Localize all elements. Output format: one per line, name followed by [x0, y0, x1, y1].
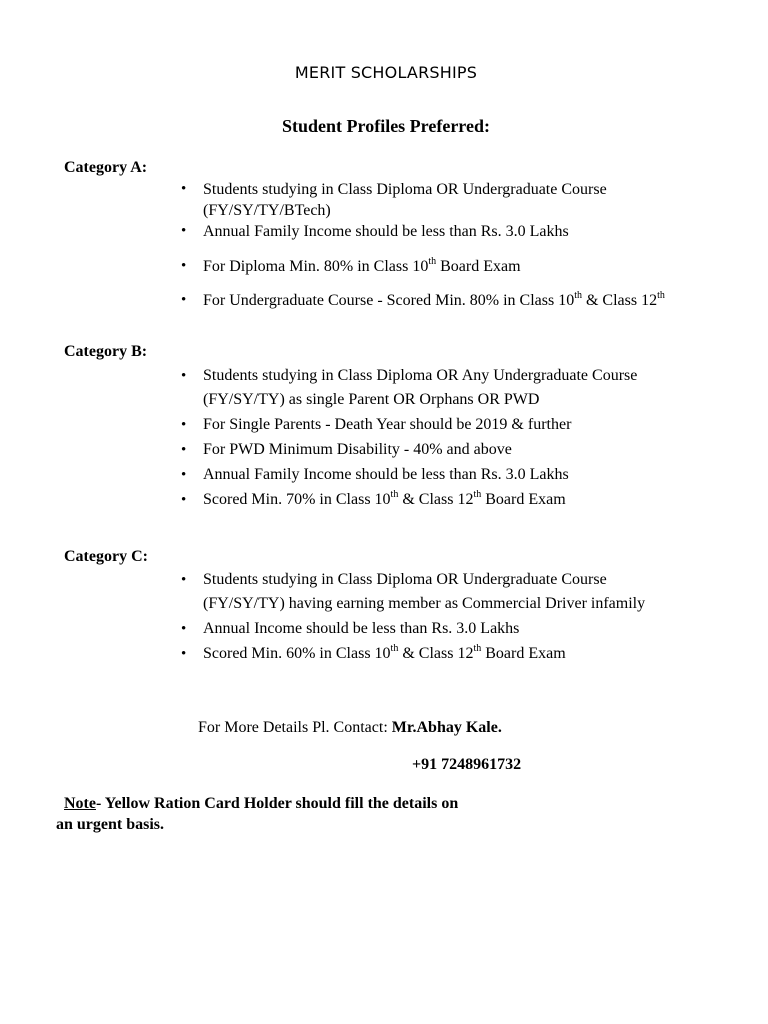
contact-name: Mr.Abhay Kale. — [391, 719, 502, 736]
category-a-label: Category A: — [64, 159, 148, 176]
page-subtitle: Student Profiles Preferred: — [282, 116, 490, 136]
category-c-list — [203, 568, 645, 666]
list-item: • Annual Family Income should be less than Rs. 3.0 Lakhs — [203, 221, 665, 242]
list-item: • Scored Min. 60% in Class 10th & Class 12th Board Exam — [203, 642, 645, 666]
note-text-line1: - Yellow Ration Card Holder should fill the details on — [95, 795, 459, 812]
note — [56, 793, 458, 835]
contact-line — [198, 719, 502, 737]
contact-phone: +91 7248961732 — [412, 756, 522, 773]
category-b-list — [203, 364, 637, 512]
list-item: • For Diploma Min. 80% in Class 10th Board Exam — [203, 256, 665, 277]
list-item: • Students studying in Class Diploma OR Undergraduate Course (FY/SY/TY/BTech) — [203, 179, 665, 221]
list-item: • Students studying in Class Diploma OR Any Undergraduate Course (FY/SY/TY) as single Parent OR Orphans OR PWD — [203, 364, 637, 412]
list-item: • For Single Parents - Death Year should be 2019 & further — [203, 413, 637, 437]
category-c-label: Category C: — [64, 548, 148, 565]
note-label: Note — [64, 795, 96, 812]
category-a-list — [203, 179, 665, 311]
category-b-label: Category B: — [64, 343, 148, 360]
list-item: • Annual Family Income should be less than Rs. 3.0 Lakhs — [203, 463, 637, 487]
contact-label: For More Details Pl. Contact: — [198, 719, 392, 736]
list-item: • Students studying in Class Diploma OR Undergraduate Course (FY/SY/TY) having earning member as Commercial Driver infamily — [203, 568, 645, 616]
note-text-line2: an urgent basis. — [56, 816, 165, 833]
list-item: • For Undergraduate Course - Scored Min. 80% in Class 10th & Class 12th — [203, 290, 665, 311]
list-item: • For PWD Minimum Disability - 40% and above — [203, 438, 637, 462]
list-item: • Annual Income should be less than Rs. 3.0 Lakhs — [203, 617, 645, 641]
page-title: MERIT SCHOLARSHIPS — [294, 63, 478, 82]
list-item: • Scored Min. 70% in Class 10th & Class 12th Board Exam — [203, 488, 637, 512]
